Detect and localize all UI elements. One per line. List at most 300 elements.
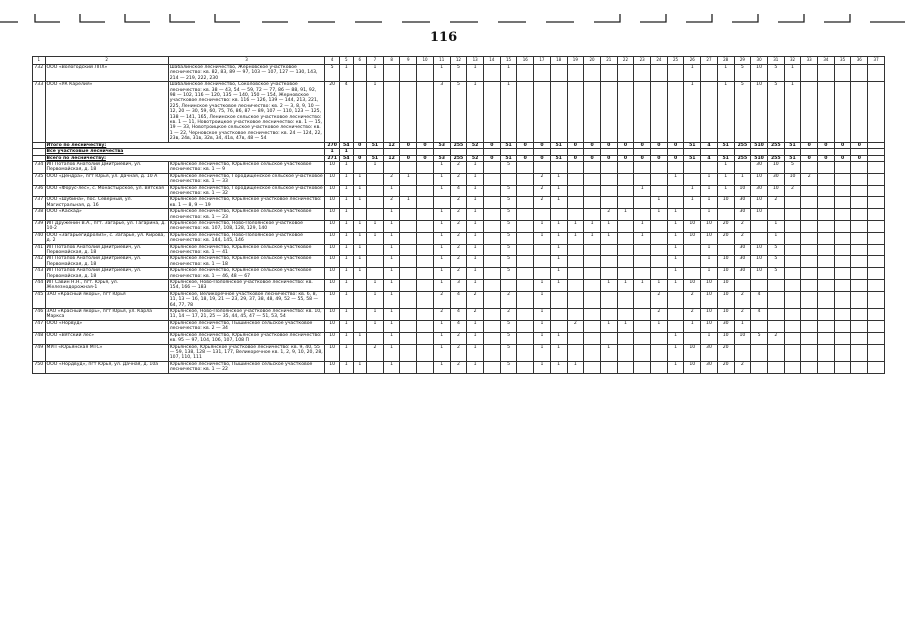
value-cell: 1 <box>383 209 400 221</box>
value-cell <box>400 220 417 232</box>
value-cell: 2 <box>450 268 467 280</box>
value-cell <box>417 244 434 256</box>
value-cell <box>483 309 500 321</box>
value-cell: 2 <box>433 309 450 321</box>
value-cell: 1 <box>467 161 484 173</box>
value-cell <box>784 361 801 373</box>
value-cell <box>851 209 868 221</box>
value-cell <box>801 309 818 321</box>
value-cell: 10 <box>325 361 340 373</box>
value-cell: 10 <box>325 173 340 185</box>
row-number: 735 <box>33 173 46 185</box>
column-number: 8 <box>383 57 400 65</box>
value-cell: 1 <box>717 65 734 82</box>
value-cell <box>667 291 684 308</box>
total-value-cell: 0 <box>617 155 634 161</box>
value-cell: 1 <box>667 361 684 373</box>
total-value-cell: 255 <box>767 155 784 161</box>
value-cell <box>400 161 417 173</box>
value-cell: 10 <box>325 309 340 321</box>
value-cell <box>868 361 885 373</box>
value-cell <box>818 280 835 292</box>
value-cell <box>517 209 534 221</box>
value-cell: 1 <box>367 220 384 232</box>
value-cell <box>801 320 818 332</box>
value-cell <box>617 361 634 373</box>
value-cell <box>567 291 584 308</box>
value-cell <box>767 291 784 308</box>
value-cell: 1 <box>383 291 400 308</box>
column-number: 12 <box>450 57 467 65</box>
value-cell <box>400 361 417 373</box>
value-cell <box>851 332 868 344</box>
column-number: 14 <box>483 57 500 65</box>
value-cell <box>868 65 885 82</box>
location-cell: Юрьянское лесничество, Юрьянское сельское участковое лесничество: кв. 1 — 9 <box>168 161 325 173</box>
value-cell <box>534 161 551 173</box>
value-cell <box>868 82 885 142</box>
total-value-cell: 51 <box>500 142 517 148</box>
value-cell <box>584 344 601 361</box>
value-cell <box>417 256 434 268</box>
value-cell: 2 <box>534 197 551 209</box>
value-cell <box>834 320 851 332</box>
row-number: 741 <box>33 244 46 256</box>
value-cell <box>550 209 567 221</box>
value-cell <box>767 320 784 332</box>
value-cell <box>634 256 651 268</box>
organization-cell: ООО «УК Карелия» <box>45 82 168 142</box>
value-cell: 1 <box>367 309 384 321</box>
column-number: 28 <box>717 57 734 65</box>
total-value-cell: 4 <box>701 142 718 148</box>
value-cell: 1 <box>433 332 450 344</box>
value-cell: 5 <box>325 65 340 82</box>
value-cell <box>367 197 384 209</box>
value-cell: 1 <box>667 256 684 268</box>
column-number: 37 <box>868 57 885 65</box>
value-cell <box>567 309 584 321</box>
value-cell <box>600 291 617 308</box>
value-cell <box>383 82 400 142</box>
value-cell: 1 <box>383 220 400 232</box>
value-cell <box>417 209 434 221</box>
total-value-cell: 54 <box>339 142 353 148</box>
value-cell <box>634 82 651 142</box>
value-cell <box>634 173 651 185</box>
value-cell: 10 <box>325 291 340 308</box>
value-cell: 1 <box>717 185 734 197</box>
value-cell: 1 <box>651 280 668 292</box>
location-cell: Юрьянское лесничество, Ново-Полоянское участковое лесничество: кв. 144, 145, 146 <box>168 232 325 244</box>
value-cell: 1 <box>339 220 353 232</box>
value-cell: 5 <box>500 256 517 268</box>
value-cell: 5 <box>767 268 784 280</box>
value-cell <box>767 344 784 361</box>
value-cell: 3 <box>450 280 467 292</box>
value-cell <box>417 332 434 344</box>
value-cell: 1 <box>550 280 567 292</box>
value-cell <box>617 332 634 344</box>
value-cell: 1 <box>353 185 367 197</box>
value-cell: 10 <box>717 256 734 268</box>
value-cell: 10 <box>325 332 340 344</box>
value-cell: 1 <box>534 232 551 244</box>
value-cell <box>834 232 851 244</box>
value-cell: 2 <box>651 309 668 321</box>
value-cell: 1 <box>684 320 701 332</box>
value-cell <box>517 185 534 197</box>
value-cell <box>851 291 868 308</box>
row-number: 737 <box>33 197 46 209</box>
value-cell <box>834 332 851 344</box>
value-cell: 1 <box>433 244 450 256</box>
value-cell <box>784 256 801 268</box>
value-cell <box>417 361 434 373</box>
total-value-cell: 0 <box>600 142 617 148</box>
value-cell <box>868 185 885 197</box>
value-cell <box>751 320 768 332</box>
value-cell: 1 <box>467 256 484 268</box>
value-cell: 2 <box>450 173 467 185</box>
column-number: 26 <box>684 57 701 65</box>
value-cell <box>851 220 868 232</box>
value-cell <box>634 65 651 82</box>
value-cell <box>651 161 668 173</box>
value-cell <box>483 232 500 244</box>
value-cell <box>584 361 601 373</box>
value-cell <box>483 82 500 142</box>
value-cell <box>584 280 601 292</box>
value-cell: 5 <box>734 82 751 142</box>
value-cell: 1 <box>433 320 450 332</box>
value-cell <box>617 268 634 280</box>
row-number: 746 <box>33 309 46 321</box>
value-cell <box>834 220 851 232</box>
value-cell: 1 <box>383 232 400 244</box>
value-cell: 1 <box>651 320 668 332</box>
value-cell: 4 <box>450 291 467 308</box>
total-value-cell: 0 <box>801 142 818 148</box>
value-cell: 1 <box>500 65 517 82</box>
total-value-cell: 4 <box>701 155 718 161</box>
value-cell <box>367 244 384 256</box>
value-cell: 4 <box>339 82 353 142</box>
value-cell <box>400 280 417 292</box>
value-cell <box>851 185 868 197</box>
value-cell: 1 <box>339 185 353 197</box>
value-cell <box>600 82 617 142</box>
value-cell: 2 <box>450 332 467 344</box>
table-row <box>33 185 885 197</box>
column-number: 22 <box>617 57 634 65</box>
value-cell <box>600 309 617 321</box>
value-cell: 1 <box>684 185 701 197</box>
page-edge-marks <box>0 0 905 30</box>
value-cell: 1 <box>617 209 634 221</box>
value-cell: 1 <box>367 291 384 308</box>
value-cell: 1 <box>701 244 718 256</box>
table-row <box>33 173 885 185</box>
value-cell: 1 <box>367 280 384 292</box>
total-value-cell: 0 <box>634 155 651 161</box>
value-cell <box>801 232 818 244</box>
value-cell: 5 <box>500 332 517 344</box>
value-cell <box>851 309 868 321</box>
value-cell <box>400 185 417 197</box>
value-cell <box>483 291 500 308</box>
value-cell <box>767 361 784 373</box>
table-row <box>33 280 885 292</box>
value-cell: 1 <box>550 268 567 280</box>
value-cell <box>834 309 851 321</box>
value-cell: 2 <box>734 220 751 232</box>
row-number: 733 <box>33 82 46 142</box>
value-cell <box>500 173 517 185</box>
value-cell: 30 <box>734 268 751 280</box>
value-cell <box>367 256 384 268</box>
value-cell: 1 <box>433 220 450 232</box>
value-cell: 1 <box>339 291 353 308</box>
value-cell <box>701 161 718 173</box>
value-cell: 1 <box>400 197 417 209</box>
value-cell <box>634 309 651 321</box>
value-cell: 2 <box>450 197 467 209</box>
value-cell <box>400 209 417 221</box>
value-cell <box>584 332 601 344</box>
value-cell <box>353 65 367 82</box>
value-cell <box>567 268 584 280</box>
value-cell <box>517 332 534 344</box>
value-cell <box>818 65 835 82</box>
value-cell <box>851 82 868 142</box>
organization-cell: ИП Потапов Анатолий Дмитриевич, ул. Первомайская, д. 18 <box>45 161 168 173</box>
value-cell: 1 <box>701 185 718 197</box>
value-cell <box>851 65 868 82</box>
value-cell <box>534 256 551 268</box>
value-cell: 5 <box>500 361 517 373</box>
total-value-cell: 510 <box>751 142 768 148</box>
total-value-cell: 255 <box>734 155 751 161</box>
value-cell <box>617 309 634 321</box>
value-cell <box>600 161 617 173</box>
organization-cell: ЗАО «Красный якорь», пгт Юрья, ул. Карла Маркса <box>45 309 168 321</box>
row-number: 750 <box>33 361 46 373</box>
value-cell <box>834 291 851 308</box>
value-cell <box>784 232 801 244</box>
value-cell <box>851 161 868 173</box>
value-cell: 1 <box>534 320 551 332</box>
value-cell <box>784 197 801 209</box>
value-cell: 10 <box>767 185 784 197</box>
value-cell: 10 <box>751 82 768 142</box>
value-cell: 1 <box>339 173 353 185</box>
value-cell: 1 <box>550 361 567 373</box>
organization-cell: ИП Потапов Анатолий Дмитриевич, ул. Первомайская, д. 18 <box>45 256 168 268</box>
value-cell: 1 <box>701 197 718 209</box>
value-cell: 1 <box>383 244 400 256</box>
value-cell <box>417 220 434 232</box>
value-cell <box>567 280 584 292</box>
organization-cell: ИП Друженин В.А., пгт. Загарье, ул. Гагарина, д. 10-2 <box>45 220 168 232</box>
value-cell <box>400 232 417 244</box>
value-cell <box>818 209 835 221</box>
location-cell: Юрьянское лесничество, Юрьянское участковое лесничество: кв. 95 — 97, 104, 106, 107, 108 П <box>168 332 325 344</box>
value-cell: 1 <box>467 332 484 344</box>
value-cell <box>417 65 434 82</box>
value-cell: 1 <box>367 161 384 173</box>
value-cell: 10 <box>784 173 801 185</box>
value-cell <box>801 291 818 308</box>
value-cell <box>567 332 584 344</box>
value-cell <box>784 220 801 232</box>
total-value-cell: 271 <box>325 155 340 161</box>
total-value-cell: 0 <box>534 142 551 148</box>
value-cell <box>353 320 367 332</box>
value-cell: 10 <box>325 232 340 244</box>
location-cell: Юрьянское лесничество, Пышинское сельское участковое лесничество: кв. 2 — 34 <box>168 320 325 332</box>
value-cell: 10 <box>701 320 718 332</box>
value-cell: 1 <box>467 209 484 221</box>
value-cell <box>818 309 835 321</box>
organization-cell: ООО «Вологодский ЛПХ» <box>45 65 168 82</box>
value-cell: 5 <box>500 320 517 332</box>
value-cell <box>483 320 500 332</box>
total-value-cell: 255 <box>450 142 467 148</box>
value-cell: 1 <box>550 244 567 256</box>
value-cell: 1 <box>534 344 551 361</box>
value-cell: 5 <box>500 232 517 244</box>
value-cell <box>868 209 885 221</box>
value-cell <box>617 197 634 209</box>
value-cell: 1 <box>433 185 450 197</box>
value-cell: 1 <box>339 197 353 209</box>
total-value-cell: 270 <box>325 142 340 148</box>
value-cell <box>834 344 851 361</box>
value-cell: 1 <box>467 65 484 82</box>
value-cell: 1 <box>467 220 484 232</box>
location-cell: Юрьянское лесничество, Городищенское сельское участковое лесничество: кв. 1 — 33 <box>168 173 325 185</box>
column-number: 6 <box>353 57 367 65</box>
value-cell <box>868 244 885 256</box>
value-cell: 20 <box>717 344 734 361</box>
value-cell <box>483 280 500 292</box>
value-cell <box>851 232 868 244</box>
value-cell: 20 <box>325 82 340 142</box>
total-value-cell: 51 <box>684 142 701 148</box>
column-number: 18 <box>550 57 567 65</box>
row-number: 743 <box>33 268 46 280</box>
value-cell <box>834 280 851 292</box>
value-cell: 1 <box>383 280 400 292</box>
value-cell: 1 <box>383 268 400 280</box>
location-cell: Юрьянское лесничество, Юрьянское участковое лесничество: кв. 1 — 8, 9 — 19 <box>168 197 325 209</box>
value-cell: 30 <box>767 173 784 185</box>
value-cell <box>517 280 534 292</box>
total-value-cell: 510 <box>751 155 768 161</box>
table-row <box>33 309 885 321</box>
value-cell <box>834 197 851 209</box>
value-cell: 1 <box>353 256 367 268</box>
value-cell: 5 <box>734 65 751 82</box>
table-row <box>33 332 885 344</box>
value-cell: 1 <box>600 232 617 244</box>
value-cell <box>584 185 601 197</box>
total-value-cell: 0 <box>834 155 851 161</box>
value-cell: 1 <box>467 244 484 256</box>
value-cell <box>667 65 684 82</box>
value-cell <box>818 344 835 361</box>
total-value-cell: 51 <box>500 155 517 161</box>
value-cell: 1 <box>400 173 417 185</box>
value-cell <box>784 344 801 361</box>
value-cell: 2 <box>600 209 617 221</box>
value-cell <box>600 332 617 344</box>
value-cell <box>784 320 801 332</box>
value-cell: 2 <box>367 344 384 361</box>
value-cell <box>851 256 868 268</box>
value-cell <box>784 280 801 292</box>
value-cell: 30 <box>701 344 718 361</box>
value-cell: 1 <box>701 268 718 280</box>
value-cell <box>868 268 885 280</box>
total-value-cell: 0 <box>483 142 500 148</box>
value-cell: 30 <box>734 244 751 256</box>
column-number: 7 <box>367 57 384 65</box>
value-cell <box>667 82 684 142</box>
total-value-cell: 52 <box>467 142 484 148</box>
value-cell: 4 <box>751 291 768 308</box>
total-value-cell: 0 <box>517 155 534 161</box>
value-cell <box>801 361 818 373</box>
row-number: 736 <box>33 185 46 197</box>
value-cell <box>367 361 384 373</box>
value-cell: 1 <box>567 232 584 244</box>
row-number: 749 <box>33 344 46 361</box>
value-cell <box>634 332 651 344</box>
value-cell: 1 <box>667 344 684 361</box>
value-cell <box>801 209 818 221</box>
value-cell: 1 <box>667 244 684 256</box>
value-cell <box>517 173 534 185</box>
value-cell <box>751 232 768 244</box>
total-value-cell: 0 <box>584 142 601 148</box>
value-cell: 1 <box>634 220 651 232</box>
total-value-cell: 0 <box>801 155 818 161</box>
location-cell: Юрьянское лесничество, Юрьянское сельское участковое лесничество: кв. 1 — 41 <box>168 244 325 256</box>
value-cell: 1 <box>467 268 484 280</box>
value-cell <box>818 185 835 197</box>
value-cell <box>367 332 384 344</box>
value-cell: 10 <box>701 220 718 232</box>
value-cell: 1 <box>433 161 450 173</box>
value-cell: 5 <box>500 185 517 197</box>
value-cell: 1 <box>339 232 353 244</box>
value-cell: 1 <box>667 220 684 232</box>
value-cell: 1 <box>767 220 784 232</box>
total-value-cell: 0 <box>353 142 367 148</box>
total-value-cell: 0 <box>584 155 601 161</box>
value-cell <box>400 82 417 142</box>
value-cell: 2 <box>500 291 517 308</box>
value-cell: 1 <box>383 320 400 332</box>
value-cell <box>383 161 400 173</box>
value-cell: 1 <box>367 320 384 332</box>
value-cell <box>600 65 617 82</box>
column-number: 10 <box>417 57 434 65</box>
value-cell <box>684 244 701 256</box>
value-cell: 1 <box>584 220 601 232</box>
